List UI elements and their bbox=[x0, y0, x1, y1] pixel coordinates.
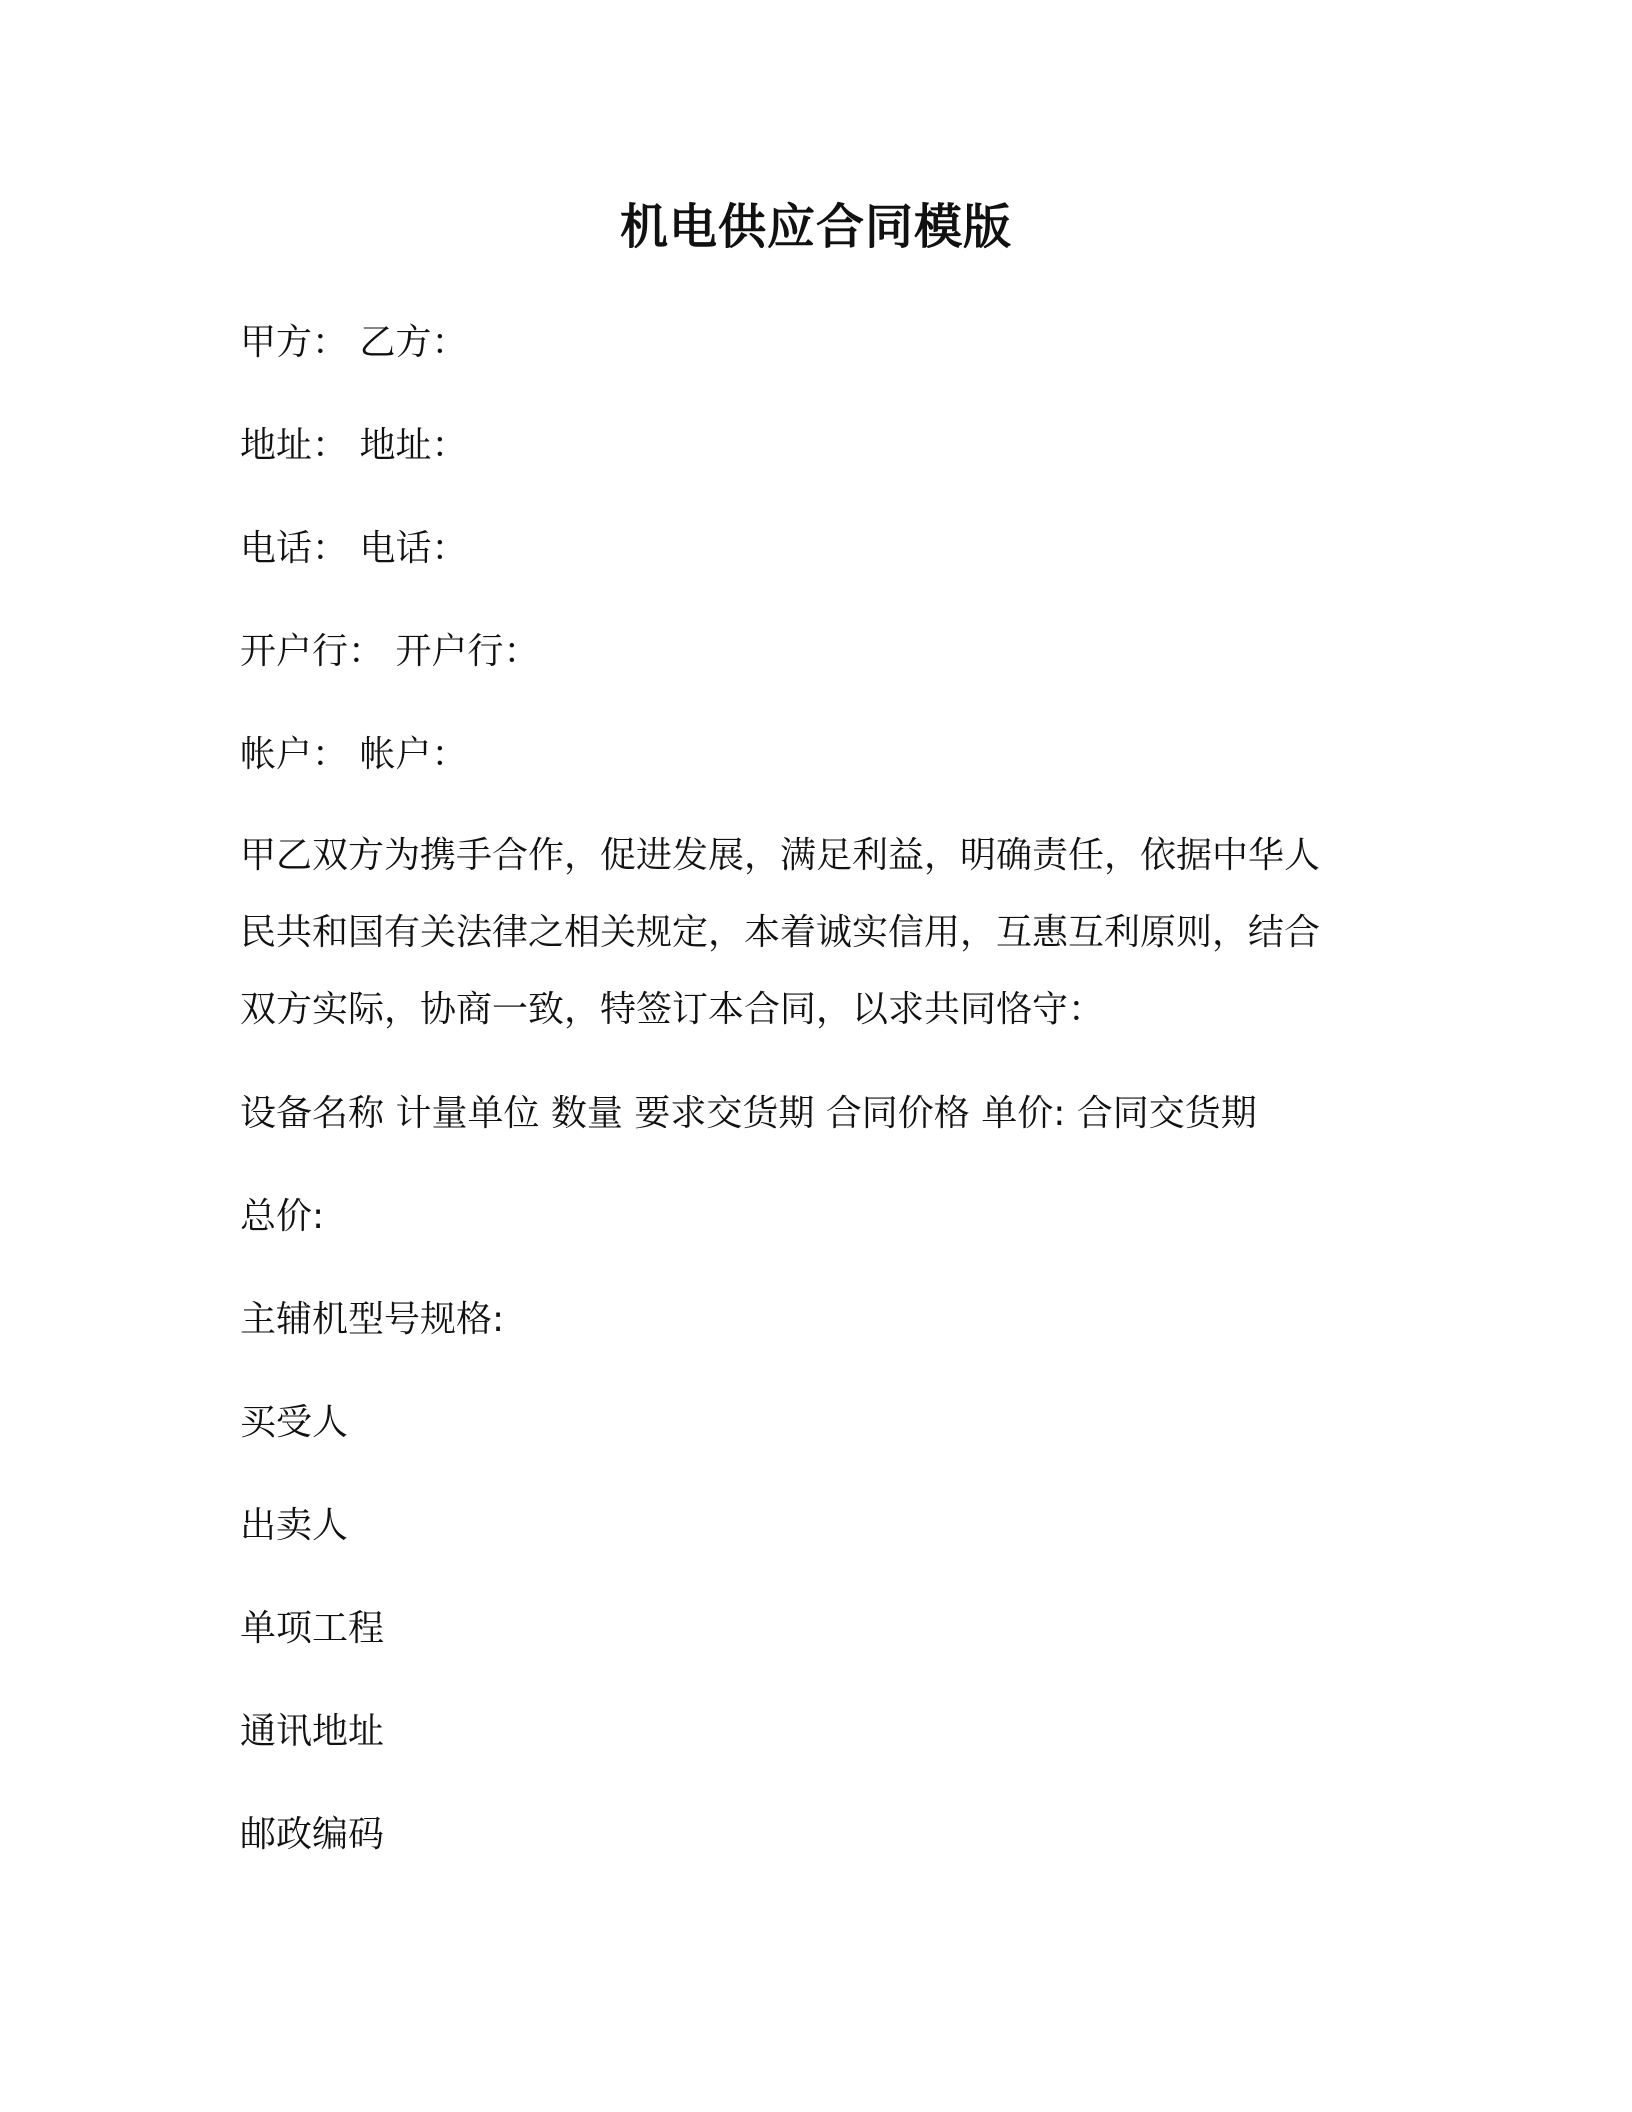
intro-line: 民共和国有关法律之相关规定，本着诚实信用，互惠互利原则，结合 bbox=[240, 912, 1321, 953]
intro-paragraph bbox=[240, 817, 1390, 1048]
party-line-bank: 开户行： 开户行： bbox=[240, 631, 540, 672]
buyer-line: 买受人 bbox=[240, 1402, 349, 1443]
party-line-address: 地址： 地址： bbox=[240, 425, 468, 466]
equipment-header-line: 设备名称 计量单位 数量 要求交货期 合同价格 单价: 合同交货期 bbox=[240, 1093, 1257, 1134]
total-price-line: 总价: bbox=[240, 1196, 325, 1237]
address-line: 通讯地址 bbox=[240, 1711, 385, 1752]
seller-line: 出卖人 bbox=[240, 1505, 349, 1546]
intro-line: 双方实际，协商一致，特签订本合同，以求共同恪守： bbox=[240, 989, 1105, 1030]
document-title: 机电供应合同模版 bbox=[619, 199, 1012, 255]
party-line-phone: 电话： 电话： bbox=[240, 528, 468, 569]
postcode-line: 邮政编码 bbox=[240, 1814, 385, 1855]
party-line-names: 甲方： 乙方： bbox=[240, 322, 468, 363]
project-line: 单项工程 bbox=[240, 1608, 385, 1649]
model-spec-line: 主辅机型号规格: bbox=[240, 1299, 505, 1340]
intro-line: 甲乙双方为携手合作，促进发展，满足利益，明确责任，依据中华人 bbox=[240, 835, 1321, 876]
party-line-account: 帐户： 帐户： bbox=[240, 734, 468, 775]
